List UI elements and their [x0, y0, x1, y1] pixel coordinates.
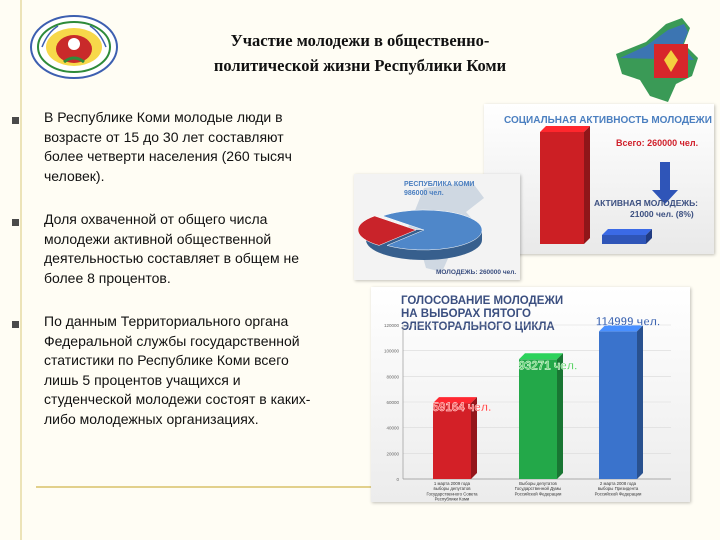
total-annotation: Всего: 260000 чел.: [616, 138, 699, 148]
chart-title-line-1: ГОЛОСОВАНИЕ МОЛОДЕЖИ: [401, 295, 564, 307]
bullet-1-line: более четверти населения (260 тысяч: [44, 148, 292, 164]
pie-youth-label: МОЛОДЕЖЬ: 260000 чел.: [436, 269, 517, 276]
youth-organization-emblem: [28, 14, 120, 80]
bar-value-label: 59164 чел.: [432, 402, 492, 415]
title-line-1: Участие молодежи в общественно-: [230, 31, 490, 50]
bullet-text-1: [44, 108, 349, 186]
chart-title-line-3: ЭЛЕКТОРАЛЬНОГО ЦИКЛА: [401, 321, 555, 333]
bar-active-youth: [602, 235, 646, 244]
bullet-marker: [12, 117, 19, 124]
slide-title: [150, 28, 570, 78]
bar-vote-1: [433, 403, 471, 479]
youth-voting-chart: [371, 287, 690, 502]
x-tick-label: 1 марта 2009 года: [433, 481, 471, 486]
bar-vote-2: [519, 359, 557, 479]
chart-title: СОЦИАЛЬНАЯ АКТИВНОСТЬ МОЛОДЕЖИ: [504, 115, 712, 126]
bullet-3-line: По данным Территориального органа: [44, 313, 289, 329]
x-tick-label: выборы депутатов: [433, 486, 471, 492]
x-tick-label: Выборы депутатов: [519, 481, 557, 486]
bullet-3-line: лишь 5 процентов учащихся и: [44, 371, 241, 388]
bar-vote-2-top: [519, 353, 563, 359]
bullet-2-line: более 8 процентов.: [44, 269, 171, 286]
komi-population-pie-chart: [354, 174, 520, 280]
bullet-1-line: В Республике Коми молодые люди в: [44, 109, 283, 125]
x-tick-label: 2 марта 2008 года: [599, 481, 637, 486]
bullet-2-line: молодежи активной общественной: [44, 230, 272, 247]
bullet-3-line: либо молодежных организациях.: [44, 410, 259, 427]
bullet-text-2: [44, 210, 349, 288]
bullet-3-line: Федеральной службы государственной: [44, 332, 300, 349]
bullet-1-line: человек).: [44, 167, 105, 184]
bar-value-label: 114999 чел.: [595, 316, 661, 329]
bullet-1-line: возрасте от 15 до 30 лет составляют: [44, 128, 284, 145]
bar-total: [540, 132, 584, 244]
bullet-marker: [12, 219, 19, 226]
bullet-marker: [12, 321, 19, 328]
bullet-2-line: Доля охваченной от общего числа: [44, 211, 268, 227]
bullet-3-line: статистики по Республике Коми всего: [44, 352, 289, 368]
pie-total-label: 986000 чел.: [404, 190, 444, 197]
y-tick-label: 120000: [383, 323, 399, 328]
left-margin-line: [20, 0, 22, 540]
x-tick-label: Государственного Совета: [426, 491, 478, 497]
x-tick-label: Российской Федерации: [594, 491, 642, 497]
y-tick-label: 60000: [386, 400, 399, 405]
bullet-3-line: студенческой молодежи состоят в каких-: [44, 391, 311, 407]
bar-total-top: [540, 126, 590, 132]
bullet-2-line: деятельностью составляет в общем не: [44, 250, 299, 266]
bar-value-label: 93271 чел.: [518, 360, 578, 373]
active-youth-label: АКТИВНАЯ МОЛОДЕЖЬ:: [594, 198, 699, 208]
bar-active-youth-top: [602, 229, 652, 235]
bar-vote-3-side: [637, 325, 643, 479]
x-tick-label: Российской Федерации: [514, 491, 562, 497]
y-tick-label: 100000: [383, 348, 399, 354]
bullet-text-3: [44, 312, 349, 429]
pie-title: РЕСПУБЛИКА КОМИ: [404, 181, 475, 188]
y-tick-label: 20000: [386, 451, 399, 457]
y-tick-label: 0: [396, 477, 399, 482]
bar-vote-3: [599, 331, 637, 479]
x-tick-label: Республики Коми: [434, 496, 470, 502]
y-tick-label: 40000: [386, 425, 399, 431]
bar-total-side: [584, 126, 590, 244]
y-tick-label: 80000: [386, 374, 399, 380]
x-tick-label: Государственной Думы: [514, 486, 562, 492]
x-tick-label: выборы Президента: [597, 486, 639, 492]
title-line-2: политической жизни Республики Коми: [213, 56, 507, 75]
komi-map-flag-icon: [606, 14, 706, 106]
bottom-accent-line: [36, 486, 416, 488]
active-youth-value: 21000 чел. (8%): [630, 209, 694, 219]
chart-title-line-2: НА ВЫБОРАХ ПЯТОГО: [401, 308, 531, 320]
